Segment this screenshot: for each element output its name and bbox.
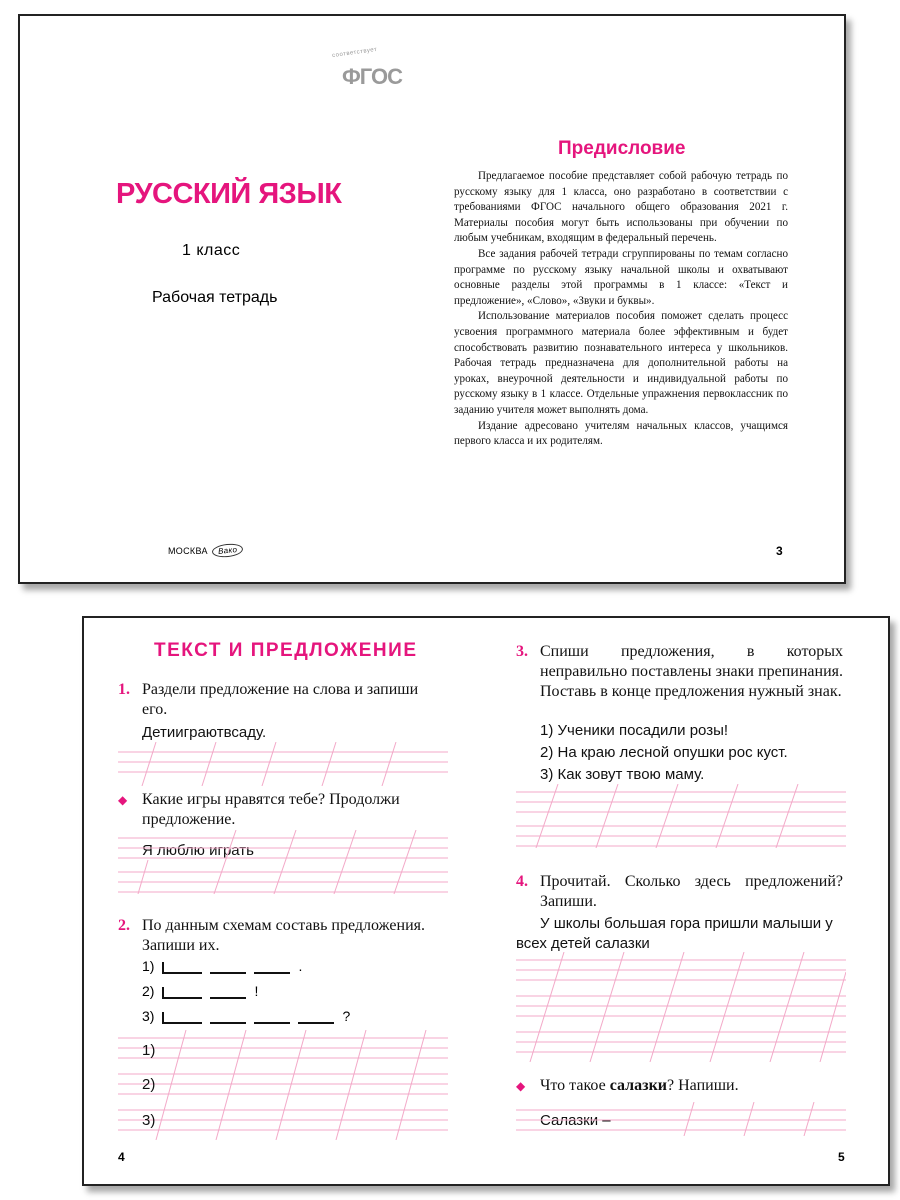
- writing-lines[interactable]: [516, 1102, 846, 1136]
- task-text: По данным схемам составь предложения. Запиши их.: [142, 917, 425, 954]
- writing-lines[interactable]: [516, 784, 846, 848]
- bonus-1-sentence-start: Я люблю играть: [142, 842, 254, 859]
- scheme-end-mark: .: [298, 958, 303, 974]
- answer-label: 3): [142, 1112, 156, 1129]
- page-number-right: 5: [838, 1150, 845, 1164]
- scheme-start-mark: [162, 987, 202, 999]
- scheme-2: [142, 983, 258, 999]
- task-number: 2.: [118, 917, 130, 934]
- scheme-start-mark: [162, 1012, 202, 1024]
- scheme-word-blank: [210, 962, 246, 974]
- page-number: 3: [776, 544, 783, 558]
- list-item: 2) На краю лесной опушки рос куст.: [540, 744, 788, 761]
- scheme-label: 2): [142, 983, 155, 999]
- preface-body: [454, 169, 788, 450]
- scheme-word-blank: [254, 1012, 290, 1024]
- task-1-sample: Детииграютвсаду.: [142, 724, 267, 741]
- preface-paragraph: Издание адресовано учителям начальных классов, учащимся первого класса и их родителям.: [454, 419, 788, 448]
- book-spread-cover: [18, 14, 846, 584]
- writing-lines[interactable]: [516, 952, 846, 1062]
- list-item: 3) Как зовут твою маму.: [540, 766, 705, 783]
- scheme-end-mark: !: [254, 983, 259, 999]
- page-number-left: 4: [118, 1150, 125, 1164]
- task-text: Какие игры нравятся тебе? Продолжи предложение.: [142, 791, 400, 828]
- scheme-word-blank: [210, 1012, 246, 1024]
- task-number: 4.: [516, 873, 528, 890]
- task-text: Раздели предложение на слова и запиши его.: [142, 681, 419, 718]
- writing-lines[interactable]: [118, 830, 448, 894]
- publisher-city: МОСКВА: [168, 545, 208, 556]
- bonus-task-2: [516, 1076, 843, 1096]
- task-3: [516, 642, 843, 702]
- task-4-sample: У школы большая гора пришли малыши у всех детей салазки: [516, 915, 833, 952]
- task-text-before: Что такое: [540, 1077, 610, 1094]
- task-text: Прочитай. Сколько здесь предложений? Запиши.: [540, 873, 843, 910]
- bonus-2-sentence-start: Салазки –: [540, 1112, 611, 1129]
- scheme-1: [142, 958, 302, 974]
- answer-label: 2): [142, 1076, 156, 1093]
- publisher-imprint: [168, 544, 243, 557]
- preface-paragraph: Предлагаемое пособие представляет собой рабочую тетрадь по русскому языку для 1 класса, оно разработано в соответствии с требованиями ФГОС начального общего образования 2021 г. Материалы пособия могут быть использованы при обучении по любым учебникам, входящим в федеральный перечень.: [454, 170, 788, 245]
- scheme-end-mark: ?: [342, 1008, 351, 1024]
- workbook-label: Рабочая тетрадь: [152, 289, 278, 306]
- fgos-logo-word: ФГОС: [342, 64, 402, 89]
- scheme-start-mark: [162, 962, 202, 974]
- task-text-after: ? Напиши.: [667, 1077, 739, 1094]
- writing-lines[interactable]: [118, 742, 448, 786]
- task-2: [118, 916, 447, 956]
- task-3-items: [540, 720, 788, 786]
- task-4: [516, 872, 843, 912]
- diamond-icon: ◆: [118, 793, 128, 807]
- preface-title: Предисловие: [558, 138, 686, 159]
- task-text: Спиши предложения, в которых неправильно поставлены знаки препинания. Поставь в конце предложения нужный знак.: [540, 643, 843, 700]
- preface-paragraph: Использование материалов пособия поможет сделать процесс усвоения программного материала более эффективным и будет способствовать развитию познавательного интереса у школьников. Рабочая тетрадь предназначена для дополнительной работы на уроках, внеурочной деятельности и индивидуальной работы по русскому языку в 1 классе. Отдельные упражнения первоклассник по заданию учителя может выполнять дома.: [454, 310, 788, 416]
- bonus-task-1: [118, 790, 447, 830]
- grade-label: 1 класс: [182, 242, 241, 259]
- scheme-word-blank: [254, 962, 290, 974]
- task-1: [118, 680, 447, 720]
- publisher-logo: Вако: [211, 542, 243, 558]
- book-title: РУССКИЙ ЯЗЫК: [116, 178, 342, 210]
- fgos-logo-arc-text: соответствует: [331, 46, 378, 60]
- answer-label: 1): [142, 1042, 156, 1059]
- task-number: 1.: [118, 681, 130, 698]
- scheme-word-blank: [210, 987, 246, 999]
- scheme-label: 3): [142, 1008, 155, 1024]
- section-title: ТЕКСТ И ПРЕДЛОЖЕНИЕ: [154, 640, 418, 661]
- writing-lines[interactable]: [118, 1030, 448, 1140]
- book-spread-exercises: [82, 616, 890, 1186]
- list-item: 1) Ученики посадили розы!: [540, 722, 729, 739]
- task-text-bold: салазки: [609, 1077, 668, 1094]
- fgos-logo: [331, 46, 402, 94]
- scheme-label: 1): [142, 958, 155, 974]
- preface-paragraph: Все задания рабочей тетради сгруппированы по темам согласно программе по русскому языку начальной школы и охватывают основные разделы этой программы в 1 классе: «Текст и предложение», «Слово», «Звуки и буквы».: [454, 247, 788, 307]
- scheme-word-blank: [298, 1012, 334, 1024]
- scheme-3: [142, 1008, 350, 1024]
- diamond-icon: ◆: [516, 1079, 526, 1093]
- task-number: 3.: [516, 643, 528, 660]
